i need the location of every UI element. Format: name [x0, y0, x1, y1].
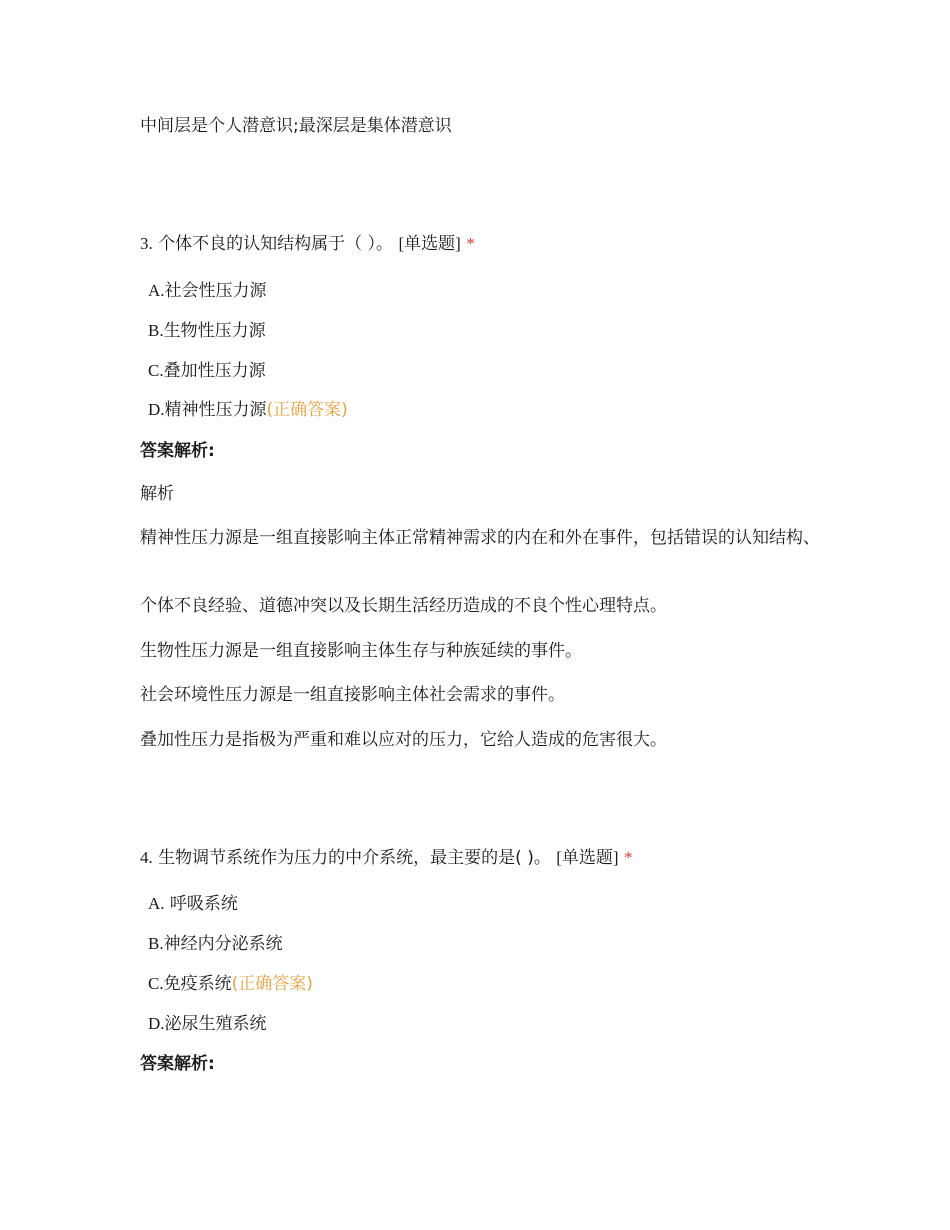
q4-correct-answer-mark: (正确答案)	[231, 974, 313, 994]
q3-option-c-letter: C.	[148, 361, 164, 380]
question-4-required-mark: *	[623, 848, 633, 867]
q4-option-b	[148, 932, 283, 956]
q3-analysis-heading: 答案解析:	[140, 441, 215, 461]
q3-analysis-paragraph-1: 精神性压力源是一组直接影响主体正常精神需求的内在和外在事件，包括错误的认知结构、	[140, 528, 820, 548]
question-4-title	[140, 846, 632, 870]
question-3-type: [单选题]	[398, 234, 461, 253]
q4-option-a	[148, 892, 238, 916]
q3-option-a	[148, 279, 267, 303]
q3-option-c	[148, 359, 266, 383]
q4-option-b-letter: B.	[148, 934, 164, 953]
q3-analysis-paragraph-3: 生物性压力源是一组直接影响主体生存与种族延续的事件。	[140, 641, 582, 661]
question-3-required-mark: *	[466, 234, 475, 253]
q4-option-a-letter: A.	[148, 894, 165, 913]
q4-option-d-letter: D.	[148, 1014, 165, 1033]
q4-option-a-text: 呼吸系统	[164, 894, 238, 914]
q3-correct-answer-mark: (正确答案)	[266, 400, 348, 420]
q3-option-c-text: 叠加性压力源	[163, 361, 266, 381]
q3-option-a-text: 社会性压力源	[164, 281, 267, 301]
q4-option-d-text: 泌尿生殖系统	[164, 1014, 267, 1034]
q4-option-b-text: 神经内分泌系统	[163, 934, 283, 954]
q3-option-d	[148, 398, 348, 422]
q3-analysis-paragraph-4: 社会环境性压力源是一组直接影响主体社会需求的事件。	[140, 685, 565, 705]
question-4-type: [单选题]	[556, 848, 619, 867]
q3-option-a-letter: A.	[148, 281, 165, 300]
q3-analysis-label: 解析	[140, 484, 174, 504]
q3-option-d-letter: D.	[148, 400, 165, 419]
question-3-number: 3.	[140, 234, 153, 253]
question-3-title	[140, 232, 475, 256]
q3-analysis-paragraph-2: 个体不良经验、道德冲突以及长期生活经历造成的不良个性心理特点。	[140, 596, 667, 616]
question-3-text: 个体不良的认知结构属于（ ）。	[158, 234, 394, 254]
prev-answer-text: 中间层是个人潜意识;最深层是集体潜意识	[140, 116, 452, 136]
q3-option-d-text: 精神性压力源	[164, 400, 267, 420]
q4-option-c	[148, 972, 313, 996]
question-4-number: 4.	[140, 848, 153, 867]
q4-analysis-heading: 答案解析:	[140, 1054, 215, 1074]
question-4-text: 生物调节系统作为压力的中介系统，最主要的是( )。	[158, 848, 551, 868]
q4-option-d	[148, 1012, 267, 1036]
q3-option-b-letter: B.	[148, 321, 164, 340]
q3-option-b	[148, 319, 266, 343]
q3-option-b-text: 生物性压力源	[163, 321, 266, 341]
q4-option-c-letter: C.	[148, 974, 164, 993]
q3-analysis-paragraph-5: 叠加性压力是指极为严重和难以应对的压力，它给人造成的危害很大。	[140, 730, 667, 750]
q4-option-c-text: 免疫系统	[163, 974, 232, 994]
